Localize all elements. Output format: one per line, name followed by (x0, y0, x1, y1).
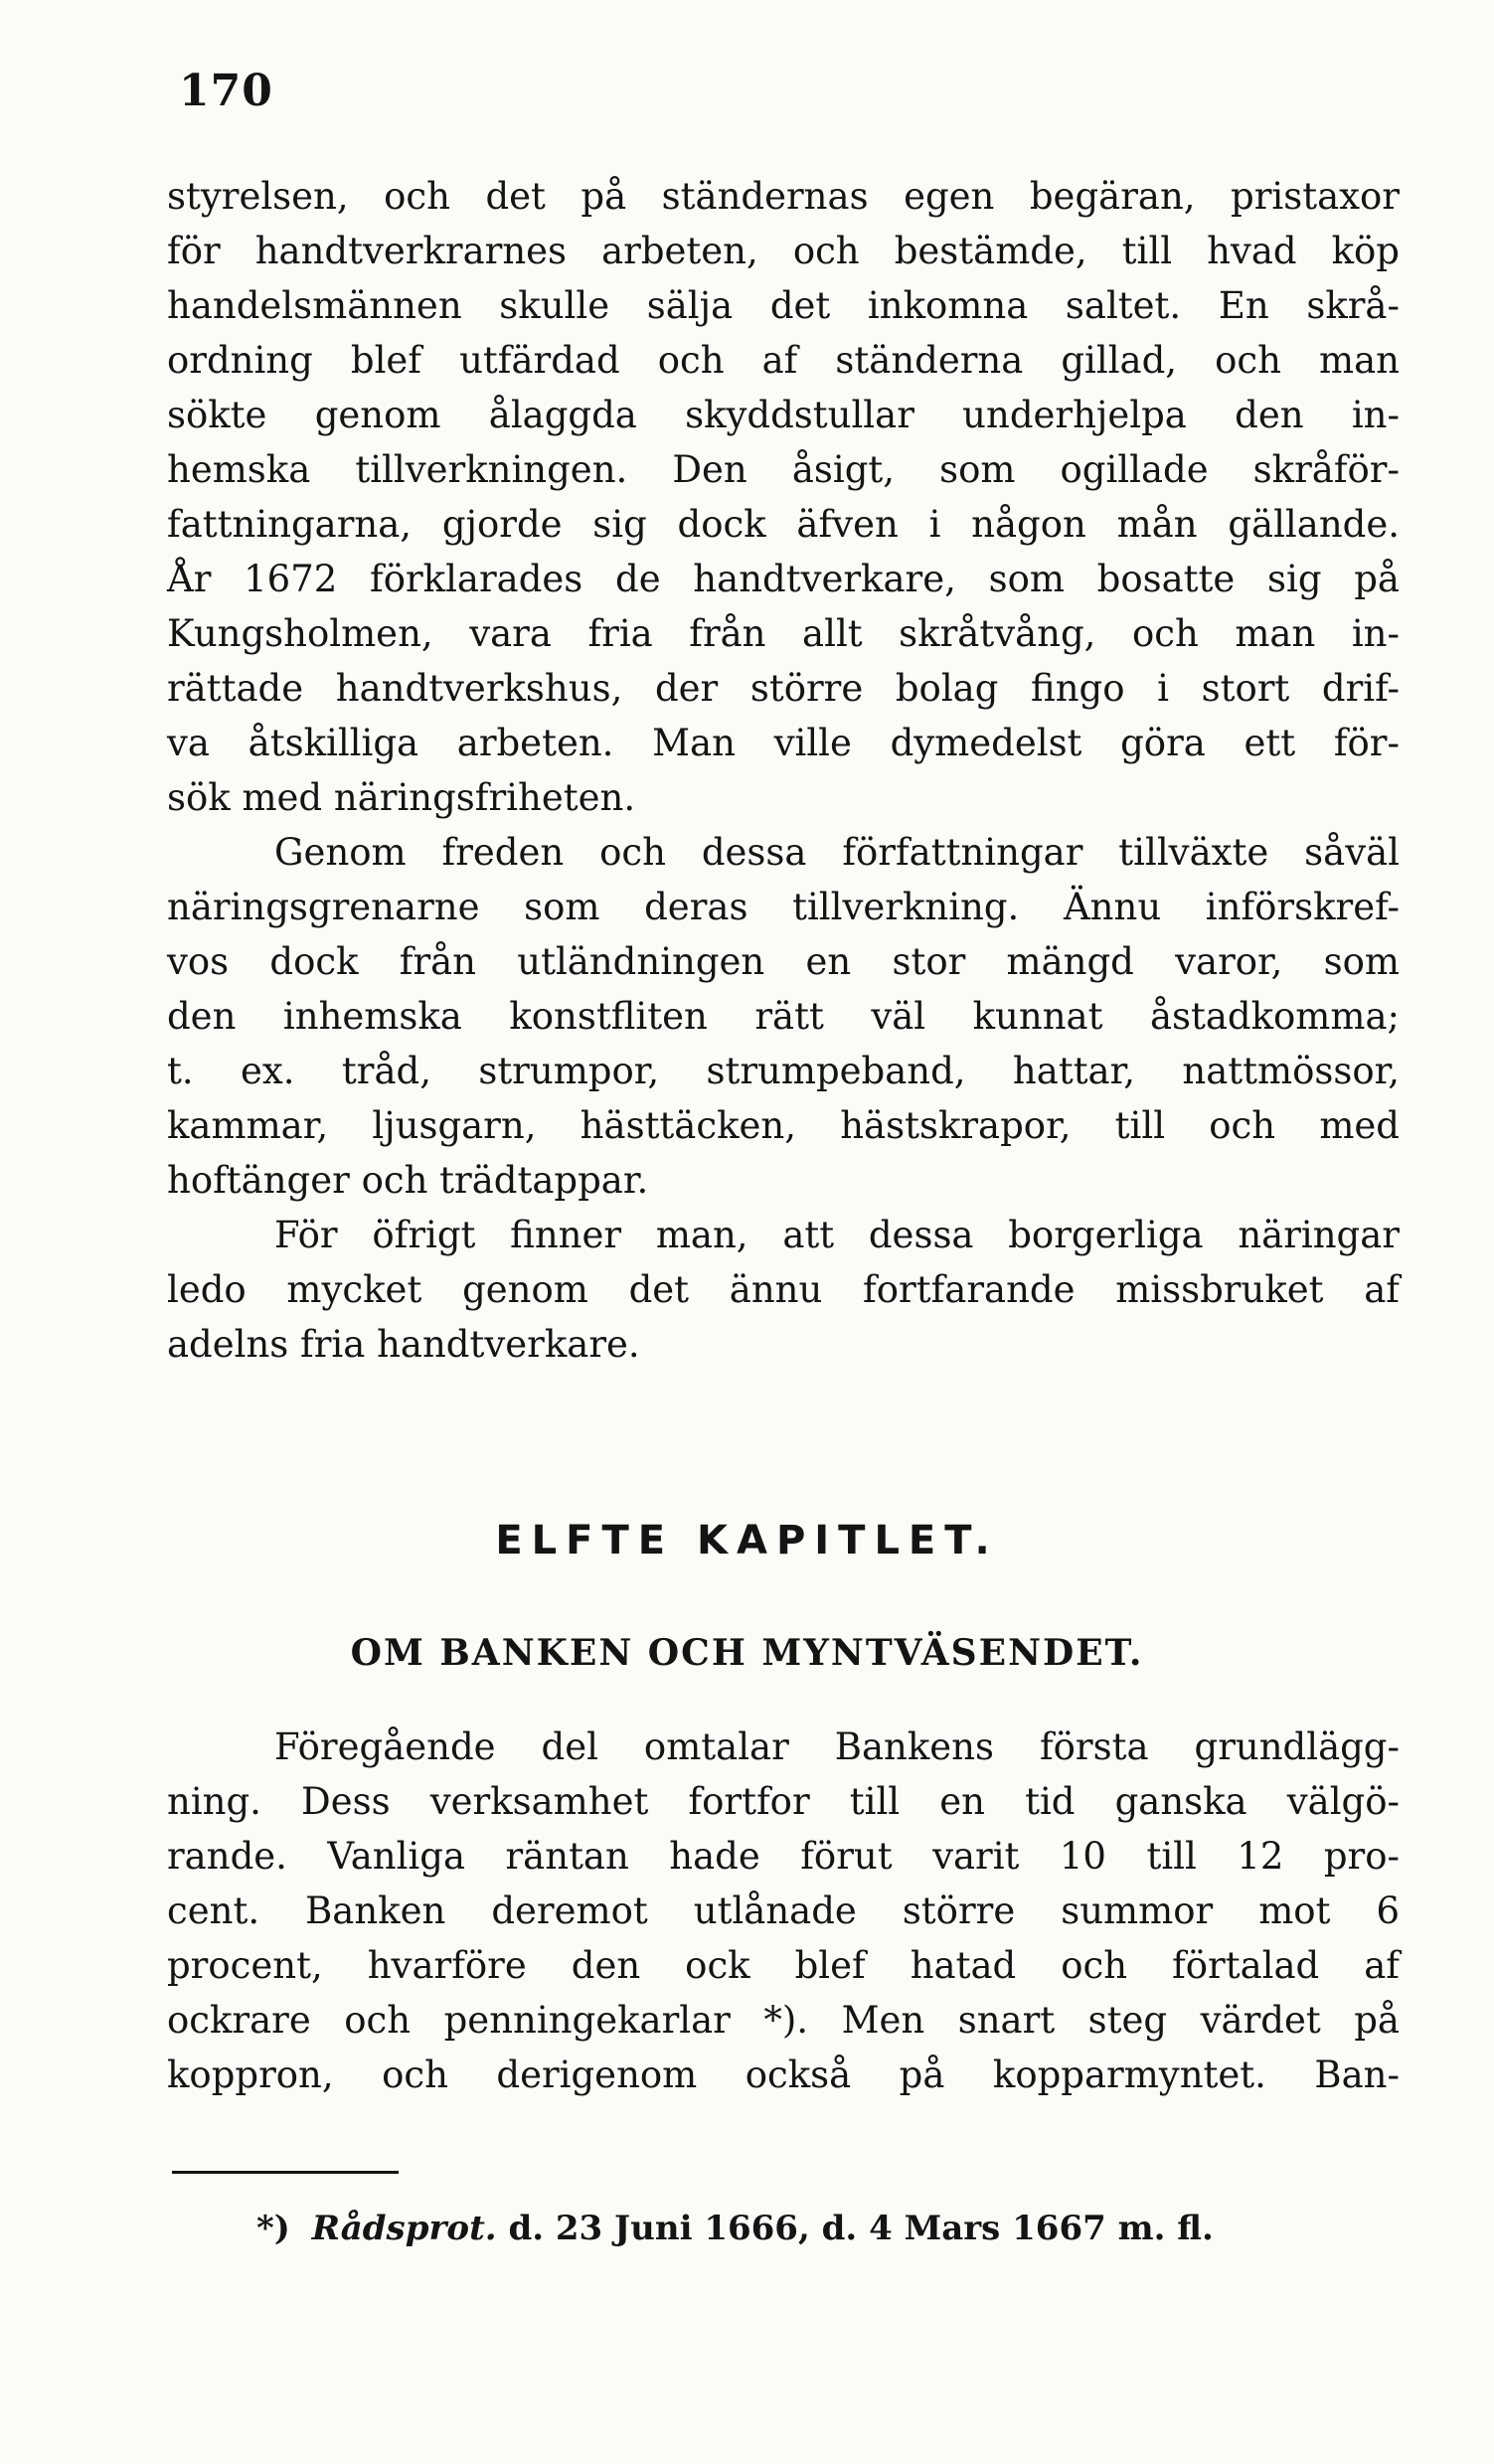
text-line: rättade handtverkshus, der större bolag fingo i stort drif- (167, 667, 1400, 710)
text-line: cent. Banken deremot utlånade större summor mot 6 (167, 1889, 1400, 1932)
footnote-divider (172, 2171, 399, 2174)
text-line: näringsgrenarne som deras tillverkning. Ännu införskref- (167, 886, 1400, 928)
text-line: sökte genom ålaggda skyddstullar underhjelpa den in- (167, 394, 1400, 436)
text-line: procent, hvarföre den ock blef hatad och förtalad af (167, 1944, 1400, 1987)
chapter-subtitle: OM BANKEN OCH MYNTVÄSENDET. (350, 1632, 1144, 1674)
text-line: vos dock från utländningen en stor mängd varor, som (167, 940, 1400, 983)
paragraph-4 (167, 1720, 1400, 2102)
text-line: va åtskilliga arbeten. Man ville dymedelst göra ett för- (167, 722, 1400, 764)
text-line: den inhemska konstfliten rätt väl kunnat åstadkomma; (167, 995, 1400, 1038)
text-line: ordning blef utfärdad och af ständerna gillad, och man (167, 339, 1400, 382)
text-line: handelsmännen skulle sälja det inkomna saltet. En skrå- (167, 284, 1400, 327)
text-line: rande. Vanliga räntan hade förut varit 10 till 12 pro- (167, 1835, 1400, 1878)
chapter-title: ELFTE KAPITLET. (495, 1518, 999, 1563)
text-line: hemska tillverkningen. Den åsigt, som ogillade skråför- (167, 448, 1400, 491)
text-line: ledo mycket genom det ännu fortfarande missbruket af (167, 1268, 1400, 1311)
text-line: adelns fria handtverkare. (167, 1323, 640, 1366)
footnote-text: d. 23 Juni 1666, d. 4 Mars 1667 m. fl. (508, 2209, 1214, 2248)
paragraph-1 (167, 169, 1400, 825)
text-line: koppron, och derigenom också på kopparmyntet. Ban- (167, 2053, 1400, 2096)
text-line: t. ex. tråd, strumpor, strumpeband, hattar, nattmössor, (167, 1050, 1400, 1092)
text-line: Föregående del omtalar Bankens första grundlägg- (274, 1725, 1400, 1768)
text-line: Genom freden och dessa författningar tillväxte såväl (274, 831, 1400, 874)
footnote-mark: *) (256, 2209, 290, 2248)
text-line: för handtverkrarnes arbeten, och bestämde, till hvad köp (167, 230, 1400, 272)
text-line: styrelsen, och det på ständernas egen begäran, pristaxor (167, 175, 1400, 218)
paragraph-2 (167, 825, 1400, 1208)
text-line: Kungsholmen, vara fria från allt skråtvång, och man in- (167, 612, 1400, 655)
paragraph-3 (167, 1208, 1400, 1372)
text-line: För öfrigt finner man, att dessa borgerliga näringar (274, 1214, 1400, 1256)
footnote (256, 2209, 1214, 2248)
text-line: hoftänger och trädtappar. (167, 1159, 649, 1202)
text-line: ockrare och penningekarlar *). Men snart steg värdet på (167, 1999, 1400, 2042)
text-line: kammar, ljusgarn, hästtäcken, hästskrapor, till och med (167, 1104, 1400, 1147)
page-number: 170 (179, 66, 273, 116)
text-line: sök med näringsfriheten. (167, 776, 636, 819)
text-line: fattningarna, gjorde sig dock äfven i någon mån gällande. (167, 503, 1400, 546)
text-line: ning. Dess verksamhet fortfor till en tid ganska välgö- (167, 1780, 1400, 1823)
text-line: År 1672 förklarades de handtverkare, som bosatte sig på (167, 558, 1400, 600)
footnote-source: Rådsprot. (311, 2209, 497, 2248)
